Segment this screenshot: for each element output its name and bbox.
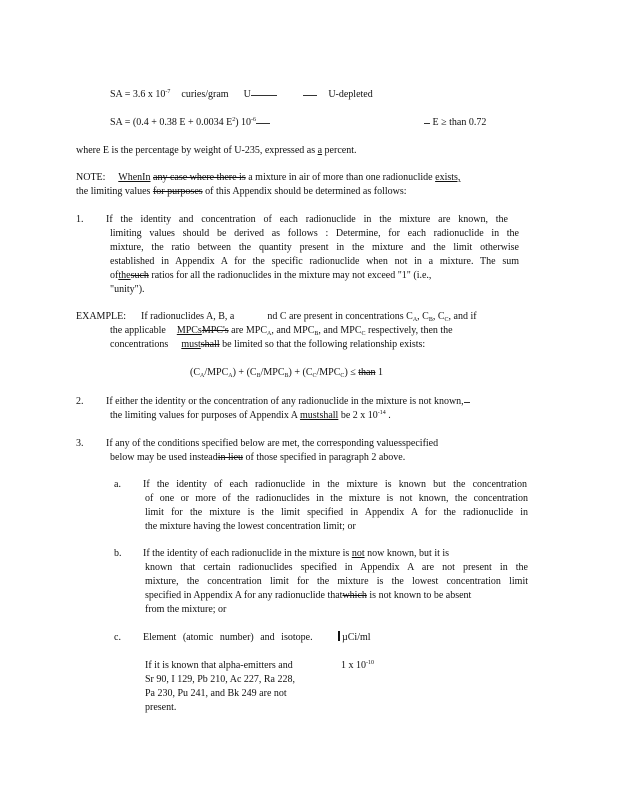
formula1-blank	[251, 89, 277, 96]
example-line1a: If radionuclides A, B, a	[141, 311, 235, 322]
example-sub-b-2: B	[314, 331, 319, 337]
formula2-rhs: ) 10	[235, 117, 252, 128]
relation-sub-b-2: B	[284, 373, 289, 379]
example-sub-c-2: C	[361, 331, 366, 337]
item2-line1-text: If either the identity or the concentration of any radionuclide in the mixture is not known,	[106, 396, 464, 407]
formula2-blank	[256, 117, 270, 124]
relation-sub-c: C	[312, 373, 317, 379]
item1-line3: mixture, the ratio between the quantity present in the mixture and the limit otherwise	[110, 242, 519, 253]
item3-line2b: of those specified in paragraph 2 above.	[245, 452, 406, 463]
formula2-exponent: -6	[251, 117, 257, 123]
formula2-condition	[424, 116, 486, 130]
example-label: EXAMPLE:	[76, 311, 126, 322]
item2-line2b: be 2 x 10	[340, 410, 378, 421]
note-mid: a mixture in air of more than one radionuclide	[248, 172, 433, 183]
example-must: must	[181, 339, 201, 350]
relation-leq: ) ≤	[344, 367, 356, 378]
item3-number: 3.	[76, 438, 84, 449]
where-percent: percent.	[324, 145, 357, 156]
example-line-3	[110, 338, 425, 352]
item3c-value-text: 1 x 10	[341, 660, 366, 671]
item3c-body1: If it is known that alpha-emitters and	[145, 660, 293, 671]
where-a: a	[317, 145, 323, 156]
formula2-e-exponent: 2	[232, 117, 236, 123]
item3a-line4: the mixture having the lowest concentration limit; or	[145, 521, 356, 532]
note-line2a: the limiting values	[76, 186, 151, 197]
example-mpcs-new: MPCs	[176, 325, 202, 336]
item2-number: 2.	[76, 396, 84, 407]
note-line-2	[76, 185, 407, 199]
example-sub-c: C	[444, 317, 449, 323]
relation-mpc-a: /MPC	[204, 367, 229, 378]
example-line2a: the applicable	[110, 325, 166, 336]
formula1-exponent: -7	[165, 89, 171, 95]
formula2-condition-text: E ≥ than 0.72	[432, 117, 487, 128]
item3b-which-struck: which	[342, 590, 367, 601]
item1-of: of	[110, 270, 119, 281]
formula-specific-activity-enriched	[110, 116, 270, 130]
item2-line1	[106, 395, 470, 409]
relation-than-struck: than	[358, 367, 376, 378]
relation-c-a: (C	[190, 367, 200, 378]
note-exists: exists,	[435, 172, 461, 183]
item2-line2	[110, 409, 391, 423]
example-sub-a-2: A	[267, 331, 272, 337]
note-line2b: of this Appendix should be determined as follows:	[205, 186, 407, 197]
item2-shall: shall	[319, 410, 339, 421]
note-line-1	[76, 171, 460, 185]
item1-line4: established in Appendix A for the specific radionuclide when not in a mixture. The sum	[110, 256, 519, 267]
item3b-line1b: now known, but it is	[367, 548, 450, 559]
formula1-units: curies/gram	[181, 89, 229, 100]
example-line-2	[110, 324, 453, 338]
item3b-line1	[143, 547, 449, 561]
item3c-value-exponent: -10	[366, 660, 374, 666]
relation-mpc-c: /MPC	[316, 367, 341, 378]
relation-sub-a: A	[200, 373, 205, 379]
item3-in-lieu-struck: in lieu	[217, 452, 244, 463]
formula2-lhs: SA = (0.4 + 0.38 E + 0.0034 E	[110, 117, 233, 128]
item1-line2: limiting values should be derived as follows : Determine, for each radionuclide in the	[110, 228, 519, 239]
formula1-blank-2	[303, 89, 317, 96]
item1-line1: If the identity and concentration of each radionuclide in the mixture are known, the	[106, 214, 508, 225]
item2-end: .	[388, 410, 391, 421]
item3c-letter: c.	[114, 632, 121, 643]
item3c-col2-text: µCi/ml	[342, 632, 371, 643]
where-line	[76, 144, 356, 158]
example-mpcs-old-struck: MPC's	[201, 325, 229, 336]
item3b-line5: from the mixture; or	[145, 604, 227, 615]
item3a-line3: limit for the mixture is the limit specified in Appendix A for the radionuclide in	[145, 507, 528, 518]
formula2-cond-blank	[424, 117, 430, 124]
note-for-purposes-struck: for purposes	[152, 186, 203, 197]
where-text: where E is the percentage by weight of U-235, expressed as	[76, 145, 316, 156]
example-sub-b: B	[428, 317, 433, 323]
item1-line5	[110, 269, 431, 283]
item3c-column-header-element: Element (atomic number) and isotope.	[143, 632, 313, 643]
item3a-line2: of one or more of the radionuclides in the mixture is not known, the concentration	[145, 493, 528, 504]
item3b-not: not	[351, 548, 365, 559]
item2-line2a: the limiting values for purposes of Appendix A	[110, 410, 298, 421]
item3-line2	[110, 451, 405, 465]
relation-plus-2: ) + (C	[288, 367, 313, 378]
example-sub-a: A	[412, 317, 418, 323]
note-when-in: WhenIn	[118, 172, 151, 183]
example-line1c: , and if	[448, 311, 477, 322]
item3b-line4	[145, 589, 471, 603]
relation-sub-c-2: C	[340, 373, 345, 379]
example-line2d: , and MPC	[318, 325, 362, 336]
example-shall-struck: shall	[200, 339, 220, 350]
item1-line6: "unity").	[110, 284, 145, 295]
item3-line2a: below may be used instead	[110, 452, 218, 463]
item2-must: must	[299, 410, 320, 421]
item2-exponent: -14	[377, 410, 386, 416]
note-label: NOTE:	[76, 172, 106, 183]
item3a-letter: a.	[114, 479, 121, 490]
example-line2e: respectively, then the	[368, 325, 453, 336]
example-line3b: be limited so that the following relationship exists:	[222, 339, 426, 350]
item1-such-struck: such	[130, 270, 149, 281]
formula1-lhs: SA = 3.6 x 10	[110, 89, 166, 100]
formula-specific-activity-depleted	[110, 88, 373, 102]
item3c-column-header-uci	[338, 631, 371, 645]
item3a-line1: If the identity of each radionuclide in the mixture is known but the concentration	[143, 479, 527, 490]
item3b-line4a: specified in Appendix A for any radionuclide that	[145, 590, 343, 601]
item1-line5-rest: ratios for all the radionuclides in the mixture may not exceed "1" (i.e.,	[151, 270, 432, 281]
item3c-body2: Sr 90, I 129, Pb 210, Ac 227, Ra 228,	[145, 674, 295, 685]
note-any-case-struck: any case where there is	[153, 172, 246, 183]
relation-sub-a-2: A	[228, 373, 233, 379]
item3b-line1a: If the identity of each radionuclide in the mixture is	[143, 548, 350, 559]
item3b-letter: b.	[114, 548, 122, 559]
item3b-line3: mixture, the concentration limit for the mixture is the lowest concentration limit	[145, 576, 528, 587]
item1-number: 1.	[76, 214, 84, 225]
example-line2b: are MPC	[231, 325, 267, 336]
relation-sub-b: B	[256, 373, 261, 379]
relation-one: 1	[377, 367, 383, 378]
item1-the: the	[118, 270, 131, 281]
item3b-line4b: is not known to be absent	[369, 590, 472, 601]
item3c-body4: present.	[145, 702, 177, 713]
cursor-bar-icon	[338, 631, 340, 641]
item2-blank	[464, 396, 470, 403]
item3b-line2: known that certain radionuclides specified in Appendix A are not present in the	[145, 562, 528, 573]
item3c-body3: Pa 230, Pu 241, and Bk 249 are not	[145, 688, 287, 699]
formula1-u-prefix: U	[243, 89, 251, 100]
example-relation	[190, 366, 383, 380]
example-line-1: EXAMPLE: If radionuclides A, B, a nd C are present in concentrations $C_A$, $C_B$, $C_C$, and if	[76, 311, 477, 323]
example-line3a: concentrations	[110, 339, 169, 350]
item3c-value	[341, 659, 374, 673]
relation-mpc-b: /MPC	[260, 367, 285, 378]
item3-line1: If any of the conditions specified below are met, the corresponding valuesspecified	[106, 438, 439, 449]
example-line2c: , and MPC	[271, 325, 315, 336]
formula1-u-suffix: U-depleted	[328, 89, 373, 100]
example-line1b: nd C are present in concentrations C	[267, 311, 413, 322]
relation-plus-1: ) + (C	[232, 367, 257, 378]
